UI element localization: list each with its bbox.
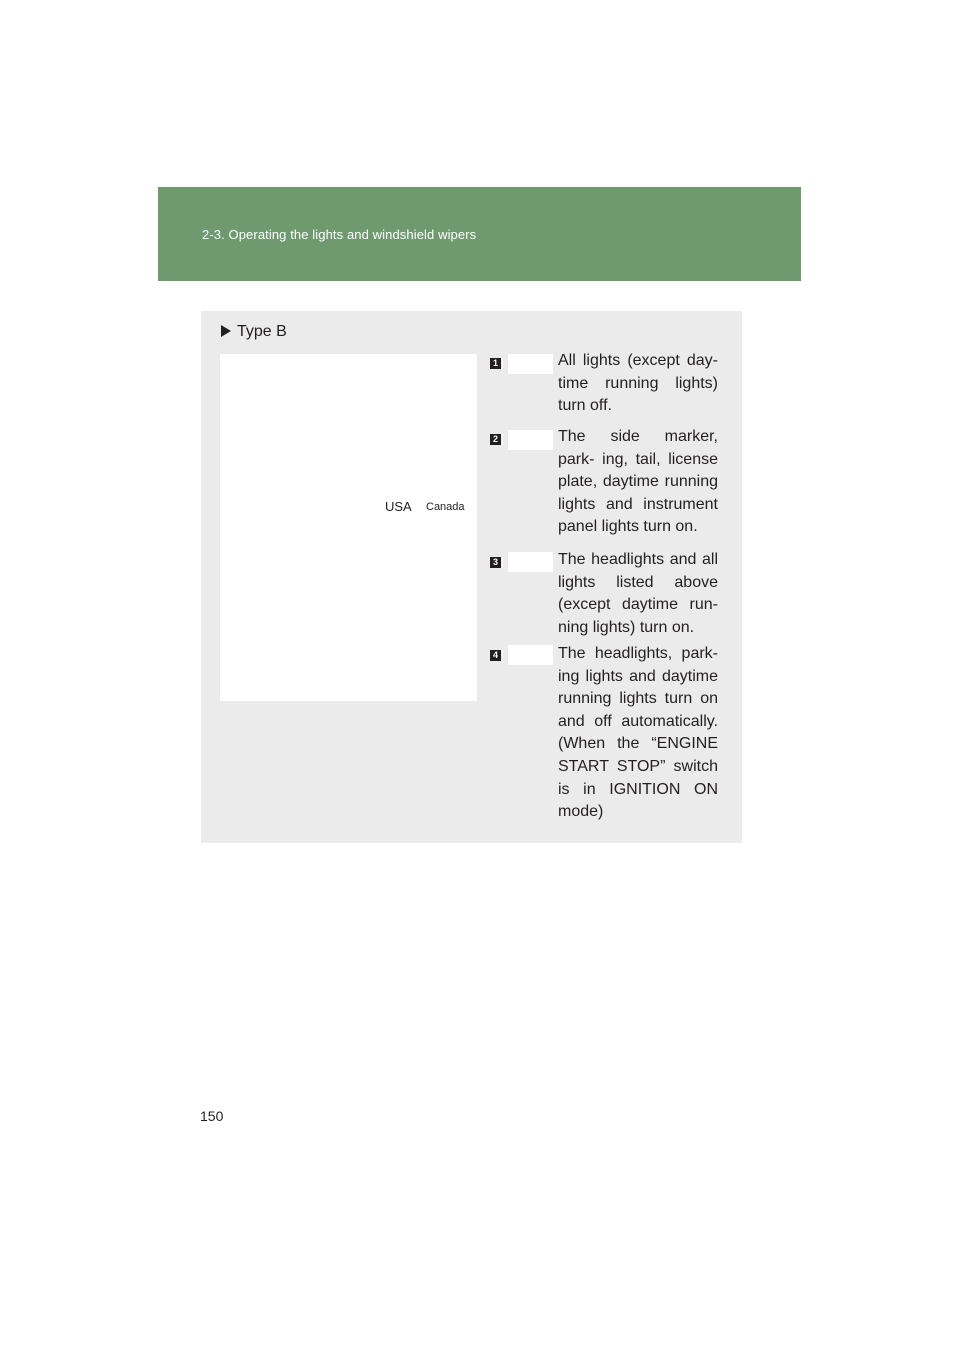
switch-position-icon-4 [508, 645, 553, 665]
item-marker-2: 2 [490, 434, 501, 445]
type-label [221, 323, 287, 341]
switch-position-icon-1 [508, 354, 553, 374]
switch-position-icon-2 [508, 430, 553, 450]
type-label-text: Type B [237, 323, 287, 340]
item-description-3: The headlights and all lights listed above (except daytime run- ning lights) turn on. [558, 551, 718, 636]
item-description-1: All lights (except day- time running lights) turn off. [558, 352, 718, 415]
section-header-band [158, 187, 801, 281]
type-b-panel [201, 311, 742, 843]
figure-label-canada: Canada [426, 501, 465, 513]
item-marker-1: 1 [490, 358, 501, 369]
item-marker-4: 4 [490, 650, 501, 661]
light-switch-figure [220, 354, 477, 701]
item-marker-3: 3 [490, 557, 501, 568]
section-title: 2-3. Operating the lights and windshield wipers [202, 227, 477, 242]
switch-position-icon-3 [508, 552, 553, 572]
triangle-bullet-icon [221, 325, 231, 337]
item-description-4: The headlights, park- ing lights and daytime running lights turn on and off automatically. (When the “ENGINE START STOP” switch is in IGNITION ON mode) [558, 645, 718, 821]
page-number: 150 [200, 1108, 224, 1124]
item-description-2: The side marker, park- ing, tail, license plate, daytime running lights and instrument panel lights turn on. [558, 428, 718, 536]
figure-label-usa: USA [385, 499, 412, 514]
